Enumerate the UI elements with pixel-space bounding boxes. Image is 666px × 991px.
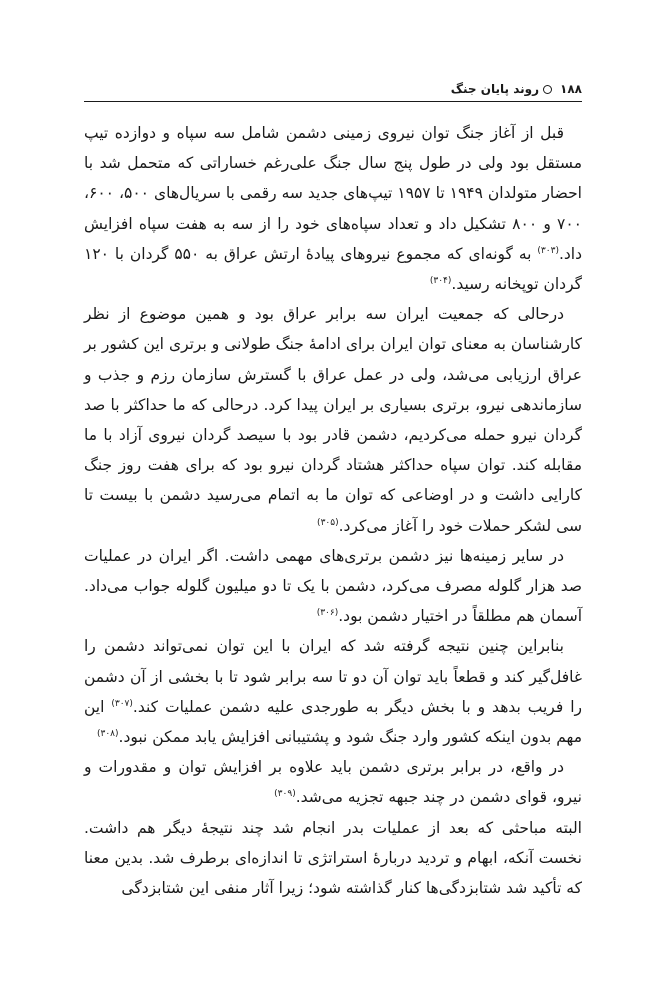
paragraph-4 bbox=[84, 631, 582, 752]
paragraph-text: درحالی که جمعیت ایران سه برابر عراق بود و همین موضوع از نظر کارشناسان به معنای توان ایران برای ادامهٔ جنگ طولانی و برتری این کشور بر عراق ارزیابی می‌شد، ولی در عمل عراق با گسترش سازمان رزم و جذب و سازماندهی نیرو، برتری بسیاری بر ایران پیدا کرد. درحالی که ما حداکثر با صد گردان نیرو حمله می‌کردیم، دشمن قادر بود با سیصد گردان نیروی آزاد با ما مقابله کند. توان سپاه حداکثر هشتاد گردان نیرو بود که برای هفت روز جنگ کارایی داشت و در اوضاعی که توان ما به اتمام می‌رسید دشمن با بیست تا سی لشکر حملات خود را آغاز می‌کرد. bbox=[84, 305, 582, 535]
paragraph-5 bbox=[84, 752, 582, 812]
paragraph-6 bbox=[84, 813, 582, 904]
footnote-ref[interactable]: (۳۰۶) bbox=[316, 608, 339, 619]
footnote-ref[interactable]: (۳۰۴) bbox=[429, 275, 452, 286]
running-head bbox=[84, 78, 582, 100]
footnote-ref[interactable]: (۳۰۵) bbox=[317, 517, 339, 528]
circle-separator-icon bbox=[543, 85, 552, 94]
footnote-ref[interactable]: (۳۰۳) bbox=[537, 245, 559, 256]
paragraph-text: به گونه‌ای که مجموع نیروهای پیادهٔ ارتش عراق به ۵۵۰ گردان با ۱۲۰ گردان توپخانه رسید. bbox=[84, 244, 582, 294]
page-number: ۱۸۸ bbox=[560, 82, 582, 96]
paragraph-1 bbox=[84, 118, 582, 299]
paragraph-text: قبل از آغاز جنگ توان نیروی زمینی دشمن شامل سه سپاه و دوازده تیپ مستقل بود ولی در طول پنج سال جنگ علی‌رغم خساراتی که متحمل شد با احضار متولدان ۱۹۴۹ تا ۱۹۵۷ تیپ‌های جدید سه رقمی با سریال‌های ۵۰۰، ۶۰۰، ۷۰۰ و ۸۰۰ تشکیل داد و تعداد سپاه‌های خود را از سه به هفت سپاه افزایش داد. bbox=[84, 124, 582, 263]
paragraph-text: بنابراین چنین نتیجه گرفته شد که ایران با این توان نمی‌تواند دشمن را غافل‌گیر کند و قطعاً باید توان آن دو تا سه برابر شود تا با بخشی از آن دشمن را فریب بدهد و با بخش دیگر به طورجدی علیه دشمن عملیات کند. bbox=[84, 637, 582, 716]
running-title: روند پایان جنگ bbox=[450, 82, 540, 96]
paragraph-3 bbox=[84, 541, 582, 632]
footnote-ref[interactable]: (۳۰۸) bbox=[96, 728, 119, 739]
footnote-ref[interactable]: (۳۰۹) bbox=[274, 789, 296, 800]
footnote-ref[interactable]: (۳۰۷) bbox=[111, 698, 133, 709]
paragraph-text: در سایر زمینه‌ها نیز دشمن برتری‌های مهمی داشت. اگر ایران در عملیات صد هزار گلوله مصرف می‌کرد، دشمن با یک تا دو میلیون گلوله جواب می‌داد. آسمان هم مطلقاً در اختیار دشمن بود. bbox=[84, 546, 582, 626]
paragraph-text: این مهم بدون اینکه کشور وارد جنگ شود و پشتیبانی افزایش یابد ممکن نبود. bbox=[84, 697, 582, 747]
paragraph-text: در واقع، در برابر برتری دشمن باید علاوه بر افزایش توان و مقدورات و نیرو، قوای دشمن در چند جبهه تجزیه می‌شد. bbox=[84, 758, 582, 807]
paragraph-2 bbox=[84, 299, 582, 541]
body-text bbox=[84, 118, 582, 903]
paragraph-text: البته مباحثی که بعد از عملیات بدر انجام شد چند نتیجهٔ دیگر هم داشت. نخست آنکه، ابهام و تردید دربارهٔ استراتژی تا اندازه‌ای برطرف شد. بدین معنا که تأکید شد شتابزدگی‌ها کنار گذاشته شود؛ زیرا آثار منفی این شتابزدگی bbox=[84, 818, 582, 898]
header-divider bbox=[84, 101, 582, 102]
